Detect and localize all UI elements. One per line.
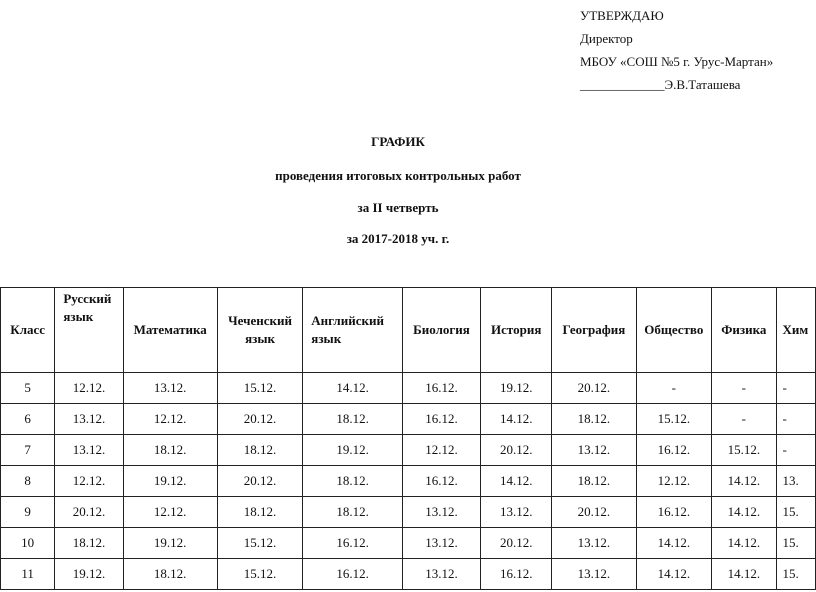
table-cell: 15.12. (217, 528, 303, 559)
table-row (1, 466, 816, 497)
table-cell: - (776, 435, 815, 466)
table-cell: 12.12. (123, 497, 217, 528)
table-cell: 16.12. (402, 404, 480, 435)
approval-position: Директор (580, 31, 633, 46)
approval-heading: УТВЕРЖДАЮ (580, 8, 664, 23)
table-cell: 13.12. (552, 528, 636, 559)
table-cell: - (776, 404, 815, 435)
table-cell: 14.12. (712, 559, 776, 590)
table-cell: 14.12. (636, 559, 712, 590)
header-cell: География (552, 288, 636, 373)
table-cell: 15.12. (217, 559, 303, 590)
table-cell: 20.12. (217, 466, 303, 497)
table-cell: 13.12. (123, 373, 217, 404)
table-cell: - (712, 373, 776, 404)
table-cell: 16.12. (636, 497, 712, 528)
table-cell: 18.12. (552, 404, 636, 435)
table-cell: - (636, 373, 712, 404)
table-cell: 14.12. (712, 497, 776, 528)
table-cell: 16.12. (303, 528, 403, 559)
table-cell: 9 (1, 497, 55, 528)
table-cell: 13.12. (55, 404, 123, 435)
table-cell: 16.12. (303, 559, 403, 590)
table-row (1, 373, 816, 404)
table-cell: 13. (776, 466, 815, 497)
table-cell: 13.12. (402, 497, 480, 528)
table-cell: 13.12. (55, 435, 123, 466)
header-cell: Общество (636, 288, 712, 373)
table-cell: 12.12. (123, 404, 217, 435)
table-row (1, 559, 816, 590)
table-cell: 18.12. (217, 435, 303, 466)
table-cell: 18.12. (123, 559, 217, 590)
table-cell: 18.12. (552, 466, 636, 497)
table-cell: 14.12. (712, 466, 776, 497)
table-row (1, 404, 816, 435)
table-cell: 19.12. (123, 466, 217, 497)
table-cell: 20.12. (217, 404, 303, 435)
table-cell: 19.12. (303, 435, 403, 466)
header-cell-label: Русский язык (63, 291, 112, 324)
approval-signature: _____________Э.В.Таташева (580, 77, 741, 92)
table-cell: 12.12. (636, 466, 712, 497)
table-cell: 20.12. (552, 373, 636, 404)
document-title: ГРАФИК (371, 134, 425, 149)
table-cell: 12.12. (55, 373, 123, 404)
table-cell: 5 (1, 373, 55, 404)
table-cell: 14.12. (303, 373, 403, 404)
table-cell: 12.12. (55, 466, 123, 497)
table-cell: 20.12. (55, 497, 123, 528)
table-cell: 13.12. (402, 559, 480, 590)
table-cell: 20.12. (552, 497, 636, 528)
table-cell: 13.12. (552, 435, 636, 466)
table-cell: 13.12. (481, 497, 552, 528)
table-cell: 14.12. (712, 528, 776, 559)
table-cell: - (776, 373, 815, 404)
document-subtitle-purpose: проведения итоговых контрольных работ (275, 168, 521, 183)
table-cell: 15.12. (636, 404, 712, 435)
header-cell-label: Чеченский язык (228, 313, 292, 346)
table-cell: 10 (1, 528, 55, 559)
table-cell: 15.12. (217, 373, 303, 404)
table-row (1, 435, 816, 466)
table-cell: 15. (776, 497, 815, 528)
table-cell: 16.12. (402, 466, 480, 497)
header-cell: История (481, 288, 552, 373)
table-cell: 18.12. (303, 404, 403, 435)
schedule-table (0, 287, 816, 590)
table-cell: 18.12. (303, 466, 403, 497)
document-subtitle-quarter: за II четверть (357, 200, 439, 215)
approval-school: МБОУ «СОШ №5 г. Урус-Мартан» (580, 54, 774, 69)
table-cell: 16.12. (481, 559, 552, 590)
table-cell: 18.12. (55, 528, 123, 559)
table-cell: 14.12. (481, 466, 552, 497)
table-cell: 11 (1, 559, 55, 590)
header-cell: Класс (1, 288, 55, 373)
table-cell: 18.12. (217, 497, 303, 528)
table-cell: 19.12. (55, 559, 123, 590)
table-cell: 12.12. (402, 435, 480, 466)
header-cell: Биология (402, 288, 480, 373)
table-cell: 18.12. (303, 497, 403, 528)
table-cell: 15. (776, 559, 815, 590)
header-cell (303, 288, 403, 373)
table-cell: 15.12. (712, 435, 776, 466)
table-cell: 15. (776, 528, 815, 559)
table-cell: 19.12. (123, 528, 217, 559)
table-row (1, 497, 816, 528)
header-cell: Физика (712, 288, 776, 373)
table-cell: 19.12. (481, 373, 552, 404)
table-cell: 8 (1, 466, 55, 497)
header-cell (55, 288, 123, 373)
document-subtitle-year: за 2017-2018 уч. г. (346, 231, 450, 246)
header-cell-label: Английский язык (311, 313, 384, 346)
table-cell: - (712, 404, 776, 435)
table-cell: 7 (1, 435, 55, 466)
table-cell: 14.12. (481, 404, 552, 435)
table-header-row (1, 288, 816, 373)
table-cell: 6 (1, 404, 55, 435)
header-cell: Математика (123, 288, 217, 373)
table-cell: 20.12. (481, 528, 552, 559)
table-cell: 13.12. (402, 528, 480, 559)
table-cell: 14.12. (636, 528, 712, 559)
header-cell (217, 288, 303, 373)
table-cell: 16.12. (402, 373, 480, 404)
header-cell: Хим (776, 288, 815, 373)
table-cell: 18.12. (123, 435, 217, 466)
table-cell: 20.12. (481, 435, 552, 466)
table-row (1, 528, 816, 559)
table-cell: 13.12. (552, 559, 636, 590)
table-cell: 16.12. (636, 435, 712, 466)
approval-block (580, 4, 773, 96)
